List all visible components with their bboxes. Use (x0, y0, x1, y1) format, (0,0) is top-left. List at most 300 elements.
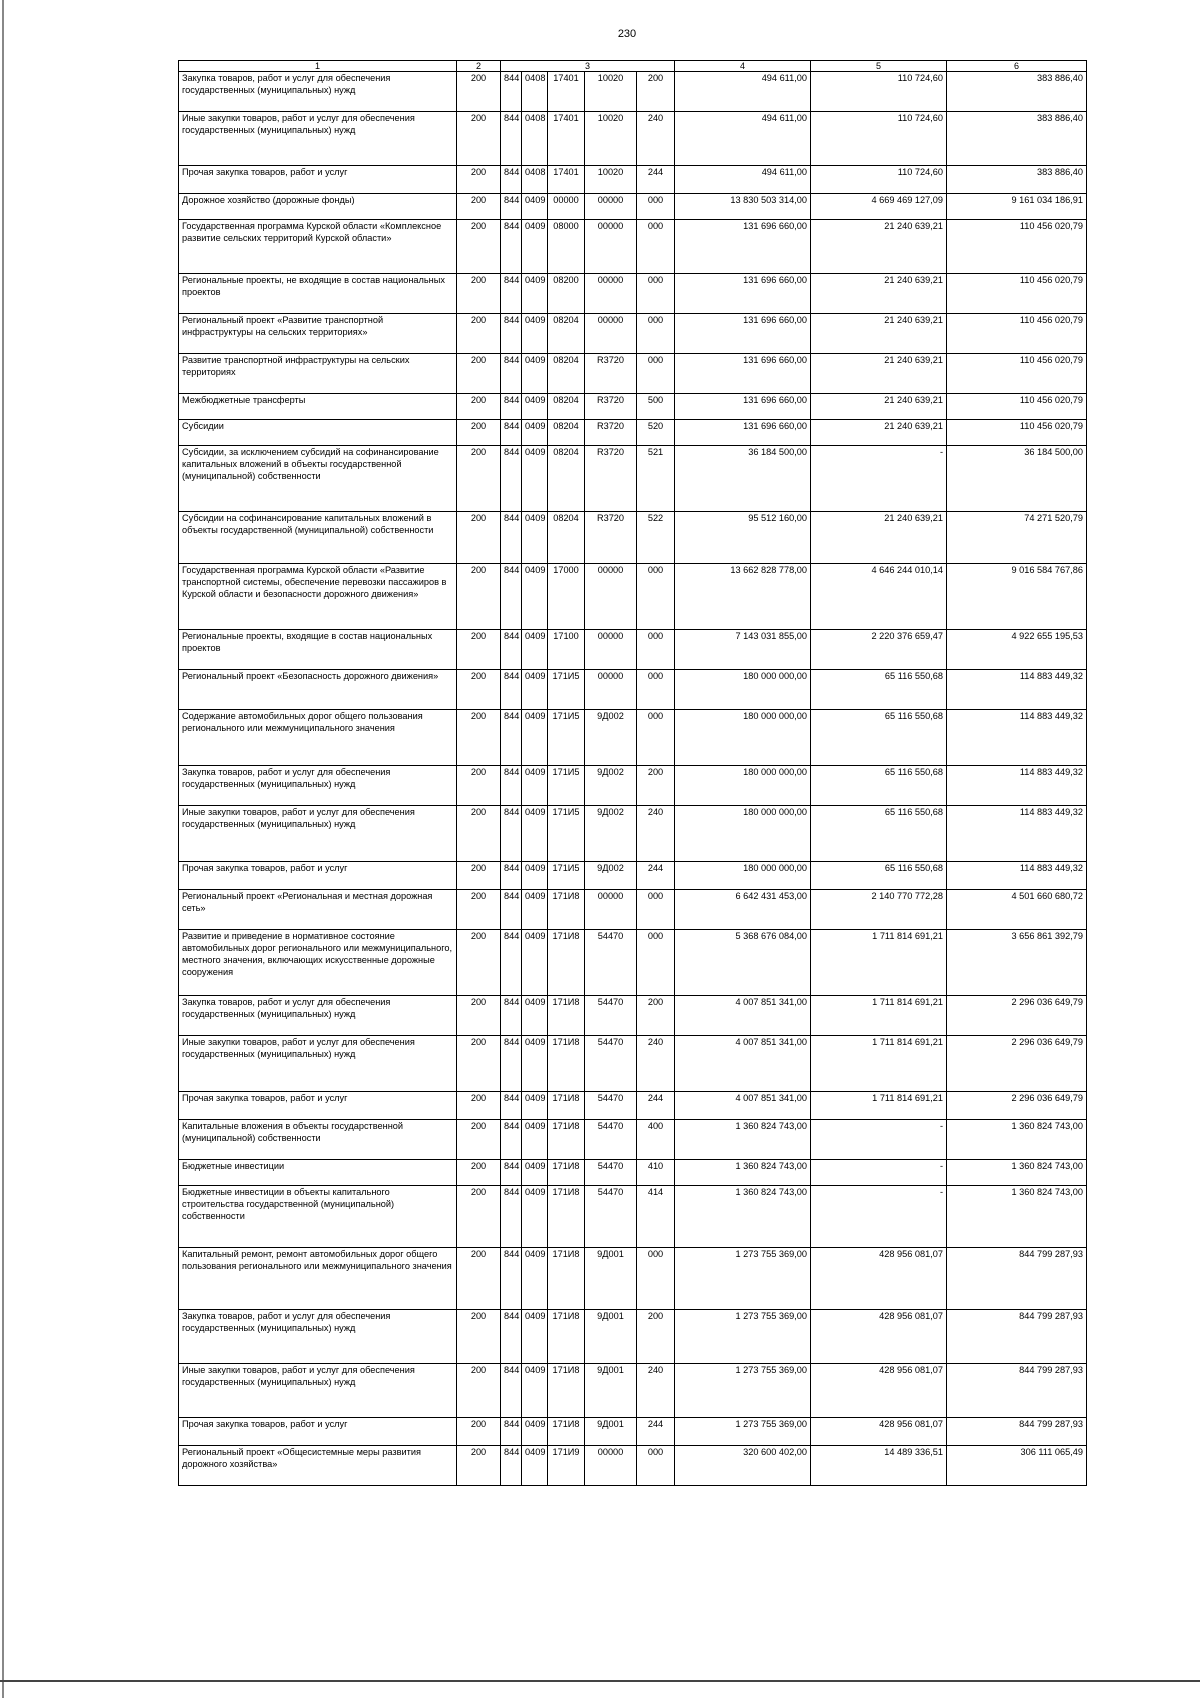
row-name-cell: Прочая закупка товаров, работ и услуг (179, 862, 457, 890)
amount-cell: 131 696 660,00 (675, 354, 811, 394)
code-cell: 08204 (548, 354, 585, 394)
table-row (179, 1248, 1087, 1310)
amount-cell: 180 000 000,00 (675, 710, 811, 766)
amount-cell: 131 696 660,00 (675, 420, 811, 446)
code-cell: 171И8 (548, 1364, 585, 1418)
code-cell: 00000 (585, 1446, 637, 1486)
code-cell: 000 (637, 1248, 675, 1310)
code-cell: R3720 (585, 354, 637, 394)
code-cell: 0409 (522, 1364, 548, 1418)
code-cell: 200 (457, 1092, 501, 1120)
code-cell: 0409 (522, 1186, 548, 1248)
scan-bottom-line (0, 1680, 1200, 1682)
row-name-cell: Государственная программа Курской области «Развитие транспортной системы, обеспечение перевозки пассажиров в Курской области и безопасности дорожного движения» (179, 564, 457, 630)
code-cell: 200 (457, 1364, 501, 1418)
table-row (179, 512, 1087, 564)
code-cell: 200 (457, 1446, 501, 1486)
code-cell: 844 (501, 512, 522, 564)
code-cell: R3720 (585, 394, 637, 420)
amount-cell: 383 886,40 (947, 72, 1087, 112)
code-cell: 00000 (585, 890, 637, 930)
code-cell: 200 (457, 512, 501, 564)
code-cell: 844 (501, 1364, 522, 1418)
amount-cell: 131 696 660,00 (675, 394, 811, 420)
code-cell: 200 (457, 630, 501, 670)
code-cell: 171И5 (548, 670, 585, 710)
table-row (179, 72, 1087, 112)
amount-cell: 494 611,00 (675, 72, 811, 112)
amount-cell: 114 883 449,32 (947, 806, 1087, 862)
code-cell: 000 (637, 220, 675, 274)
column-header: 3 (501, 61, 675, 72)
amount-cell: 110 456 020,79 (947, 220, 1087, 274)
amount-cell: 110 724,60 (811, 166, 947, 194)
row-name-cell: Развитие транспортной инфраструктуры на сельских территориях (179, 354, 457, 394)
code-cell: 0409 (522, 220, 548, 274)
amount-cell: 114 883 449,32 (947, 862, 1087, 890)
amount-cell: 383 886,40 (947, 112, 1087, 166)
amount-cell: 1 360 824 743,00 (675, 1186, 811, 1248)
budget-table (178, 60, 1087, 1486)
row-name-cell: Субсидии на софинансирование капитальных вложений в объекты государственной (муниципальной) собственности (179, 512, 457, 564)
code-cell: 844 (501, 890, 522, 930)
code-cell: 000 (637, 890, 675, 930)
code-cell: 844 (501, 274, 522, 314)
code-cell: 0409 (522, 862, 548, 890)
amount-cell: 110 456 020,79 (947, 354, 1087, 394)
code-cell: 410 (637, 1160, 675, 1186)
amount-cell: 180 000 000,00 (675, 766, 811, 806)
amount-cell: 14 489 336,51 (811, 1446, 947, 1486)
code-cell: 244 (637, 1418, 675, 1446)
amount-cell: 1 360 824 743,00 (947, 1160, 1087, 1186)
row-name-cell: Государственная программа Курской области «Комплексное развитие сельских территорий Курской области» (179, 220, 457, 274)
row-name-cell: Иные закупки товаров, работ и услуг для обеспечения государственных (муниципальных) нужд (179, 112, 457, 166)
amount-cell: 2 140 770 772,28 (811, 890, 947, 930)
amount-cell: 114 883 449,32 (947, 766, 1087, 806)
code-cell: 00000 (585, 220, 637, 274)
amount-cell: 1 273 755 369,00 (675, 1248, 811, 1310)
amount-cell: 110 724,60 (811, 72, 947, 112)
row-name-cell: Региональный проект «Развитие транспортной инфраструктуры на сельских территориях» (179, 314, 457, 354)
amount-cell: 1 360 824 743,00 (675, 1120, 811, 1160)
row-name-cell: Региональный проект «Общесистемные меры развития дорожного хозяйства» (179, 1446, 457, 1486)
code-cell: 000 (637, 670, 675, 710)
code-cell: 200 (457, 766, 501, 806)
code-cell: 171И8 (548, 1186, 585, 1248)
code-cell: 844 (501, 564, 522, 630)
code-cell: 17401 (548, 72, 585, 112)
amount-cell: 110 724,60 (811, 112, 947, 166)
code-cell: 000 (637, 564, 675, 630)
code-cell: 171И8 (548, 996, 585, 1036)
amount-cell: 320 600 402,00 (675, 1446, 811, 1486)
column-header: 2 (457, 61, 501, 72)
code-cell: 844 (501, 930, 522, 996)
code-cell: 0409 (522, 1310, 548, 1364)
code-cell: 0409 (522, 806, 548, 862)
code-cell: 17401 (548, 112, 585, 166)
row-name-cell: Иные закупки товаров, работ и услуг для обеспечения государственных (муниципальных) нужд (179, 1364, 457, 1418)
code-cell: 000 (637, 630, 675, 670)
code-cell: 171И8 (548, 1092, 585, 1120)
code-cell: 171И5 (548, 766, 585, 806)
amount-cell: 6 642 431 453,00 (675, 890, 811, 930)
amount-cell: 428 956 081,07 (811, 1418, 947, 1446)
code-cell: 000 (637, 710, 675, 766)
code-cell: 200 (457, 274, 501, 314)
amount-cell: 494 611,00 (675, 112, 811, 166)
code-cell: 9Д002 (585, 806, 637, 862)
code-cell: 171И8 (548, 1120, 585, 1160)
table-row (179, 1092, 1087, 1120)
code-cell: 844 (501, 166, 522, 194)
amount-cell: 1 711 814 691,21 (811, 1092, 947, 1120)
code-cell: 9Д001 (585, 1418, 637, 1446)
amount-cell: 180 000 000,00 (675, 806, 811, 862)
scan-edge-line (2, 0, 4, 1698)
amount-cell: 494 611,00 (675, 166, 811, 194)
code-cell: 200 (457, 314, 501, 354)
code-cell: 0409 (522, 996, 548, 1036)
amount-cell: 1 360 824 743,00 (947, 1186, 1087, 1248)
code-cell: 54470 (585, 930, 637, 996)
code-cell: 200 (637, 1310, 675, 1364)
table-row (179, 862, 1087, 890)
code-cell: 171И8 (548, 1036, 585, 1092)
code-cell: 244 (637, 862, 675, 890)
code-cell: 200 (457, 72, 501, 112)
code-cell: 844 (501, 806, 522, 862)
code-cell: 0409 (522, 766, 548, 806)
code-cell: 200 (457, 806, 501, 862)
code-cell: 0408 (522, 72, 548, 112)
table-row (179, 354, 1087, 394)
amount-cell: - (811, 1160, 947, 1186)
amount-cell: 844 799 287,93 (947, 1364, 1087, 1418)
code-cell: 240 (637, 1364, 675, 1418)
row-name-cell: Межбюджетные трансферты (179, 394, 457, 420)
code-cell: 521 (637, 446, 675, 512)
code-cell: 200 (457, 194, 501, 220)
code-cell: 0409 (522, 274, 548, 314)
amount-cell: 4 007 851 341,00 (675, 1092, 811, 1120)
amount-cell: 65 116 550,68 (811, 710, 947, 766)
code-cell: 0409 (522, 670, 548, 710)
code-cell: 844 (501, 1310, 522, 1364)
code-cell: 200 (457, 1248, 501, 1310)
amount-cell: 131 696 660,00 (675, 274, 811, 314)
amount-cell: - (811, 446, 947, 512)
column-header: 1 (179, 61, 457, 72)
table-row (179, 670, 1087, 710)
amount-cell: 21 240 639,21 (811, 512, 947, 564)
column-header-row (179, 61, 1087, 72)
code-cell: 0409 (522, 314, 548, 354)
amount-cell: 4 669 469 127,09 (811, 194, 947, 220)
table-row (179, 166, 1087, 194)
code-cell: 200 (457, 710, 501, 766)
code-cell: 200 (457, 564, 501, 630)
amount-cell: 428 956 081,07 (811, 1310, 947, 1364)
amount-cell: 1 273 755 369,00 (675, 1310, 811, 1364)
amount-cell: 3 656 861 392,79 (947, 930, 1087, 996)
amount-cell: 7 143 031 855,00 (675, 630, 811, 670)
table-row (179, 1186, 1087, 1248)
amount-cell: 36 184 500,00 (675, 446, 811, 512)
code-cell: 0409 (522, 1160, 548, 1186)
code-cell: 200 (457, 446, 501, 512)
table-row (179, 890, 1087, 930)
code-cell: 10020 (585, 166, 637, 194)
amount-cell: 65 116 550,68 (811, 670, 947, 710)
code-cell: 844 (501, 630, 522, 670)
code-cell: 844 (501, 446, 522, 512)
row-name-cell: Развитие и приведение в нормативное состояние автомобильных дорог регионального или межмуниципального, местного значения, включающих искусственные дорожные сооружения (179, 930, 457, 996)
code-cell: 200 (457, 930, 501, 996)
row-name-cell: Закупка товаров, работ и услуг для обеспечения государственных (муниципальных) нужд (179, 1310, 457, 1364)
code-cell: 844 (501, 394, 522, 420)
code-cell: 10020 (585, 72, 637, 112)
code-cell: 0409 (522, 354, 548, 394)
amount-cell: 21 240 639,21 (811, 354, 947, 394)
code-cell: 171И8 (548, 1310, 585, 1364)
code-cell: 9Д002 (585, 710, 637, 766)
code-cell: 200 (457, 1160, 501, 1186)
amount-cell: 110 456 020,79 (947, 394, 1087, 420)
code-cell: 17100 (548, 630, 585, 670)
amount-cell: 180 000 000,00 (675, 670, 811, 710)
row-name-cell: Содержание автомобильных дорог общего пользования регионального или межмуниципального значения (179, 710, 457, 766)
amount-cell: 4 646 244 010,14 (811, 564, 947, 630)
code-cell: 0409 (522, 1418, 548, 1446)
code-cell: 200 (457, 166, 501, 194)
column-header: 4 (675, 61, 811, 72)
amount-cell: 180 000 000,00 (675, 862, 811, 890)
row-name-cell: Закупка товаров, работ и услуг для обеспечения государственных (муниципальных) нужд (179, 766, 457, 806)
code-cell: 171И8 (548, 1248, 585, 1310)
row-name-cell: Субсидии, за исключением субсидий на софинансирование капитальных вложений в объекты государственной (муниципальной) собственности (179, 446, 457, 512)
code-cell: 844 (501, 1418, 522, 1446)
code-cell: 844 (501, 420, 522, 446)
code-cell: 00000 (585, 670, 637, 710)
code-cell: R3720 (585, 420, 637, 446)
row-name-cell: Региональный проект «Региональная и местная дорожная сеть» (179, 890, 457, 930)
amount-cell: 9 161 034 186,91 (947, 194, 1087, 220)
code-cell: 200 (457, 420, 501, 446)
amount-cell: 131 696 660,00 (675, 220, 811, 274)
row-name-cell: Региональные проекты, не входящие в состав национальных проектов (179, 274, 457, 314)
code-cell: 0409 (522, 420, 548, 446)
code-cell: 54470 (585, 996, 637, 1036)
code-cell: 240 (637, 1036, 675, 1092)
amount-cell: 74 271 520,79 (947, 512, 1087, 564)
amount-cell: 844 799 287,93 (947, 1310, 1087, 1364)
code-cell: 08204 (548, 394, 585, 420)
amount-cell: 114 883 449,32 (947, 710, 1087, 766)
code-cell: 0408 (522, 112, 548, 166)
code-cell: 844 (501, 1186, 522, 1248)
amount-cell: 1 711 814 691,21 (811, 996, 947, 1036)
code-cell: 244 (637, 166, 675, 194)
code-cell: 844 (501, 314, 522, 354)
table-row (179, 806, 1087, 862)
row-name-cell: Прочая закупка товаров, работ и услуг (179, 1418, 457, 1446)
row-name-cell: Бюджетные инвестиции в объекты капитального строительства государственной (муниципальной) собственности (179, 1186, 457, 1248)
table-row (179, 1446, 1087, 1486)
code-cell: 244 (637, 1092, 675, 1120)
amount-cell: 21 240 639,21 (811, 314, 947, 354)
table-row (179, 1310, 1087, 1364)
amount-cell: 2 296 036 649,79 (947, 996, 1087, 1036)
table-row (179, 394, 1087, 420)
code-cell: 17000 (548, 564, 585, 630)
amount-cell: - (811, 1186, 947, 1248)
code-cell: 171И8 (548, 930, 585, 996)
row-name-cell: Капитальные вложения в объекты государственной (муниципальной) собственности (179, 1120, 457, 1160)
table-row (179, 274, 1087, 314)
amount-cell: 2 296 036 649,79 (947, 1036, 1087, 1092)
table-row (179, 112, 1087, 166)
amount-cell: 21 240 639,21 (811, 274, 947, 314)
code-cell: 200 (637, 766, 675, 806)
code-cell: 171И9 (548, 1446, 585, 1486)
code-cell: 0409 (522, 630, 548, 670)
code-cell: 10020 (585, 112, 637, 166)
code-cell: 200 (637, 996, 675, 1036)
code-cell: 200 (457, 112, 501, 166)
row-name-cell: Прочая закупка товаров, работ и услуг (179, 1092, 457, 1120)
code-cell: 9Д001 (585, 1248, 637, 1310)
code-cell: 844 (501, 710, 522, 766)
code-cell: 0409 (522, 446, 548, 512)
code-cell: 08204 (548, 420, 585, 446)
amount-cell: 21 240 639,21 (811, 220, 947, 274)
code-cell: 844 (501, 1160, 522, 1186)
code-cell: R3720 (585, 512, 637, 564)
code-cell: 0409 (522, 512, 548, 564)
code-cell: 0409 (522, 394, 548, 420)
amount-cell: 1 711 814 691,21 (811, 930, 947, 996)
row-name-cell: Иные закупки товаров, работ и услуг для обеспечения государственных (муниципальных) нужд (179, 1036, 457, 1092)
code-cell: 520 (637, 420, 675, 446)
code-cell: 844 (501, 1036, 522, 1092)
code-cell: 171И8 (548, 1418, 585, 1446)
code-cell: 0409 (522, 1092, 548, 1120)
amount-cell: 21 240 639,21 (811, 394, 947, 420)
code-cell: 844 (501, 1120, 522, 1160)
amount-cell: 4 922 655 195,53 (947, 630, 1087, 670)
code-cell: 9Д002 (585, 862, 637, 890)
code-cell: 844 (501, 766, 522, 806)
table-row (179, 314, 1087, 354)
code-cell: 0409 (522, 930, 548, 996)
code-cell: 00000 (585, 194, 637, 220)
code-cell: 08204 (548, 314, 585, 354)
code-cell: 844 (501, 996, 522, 1036)
code-cell: 54470 (585, 1186, 637, 1248)
table-row (179, 1036, 1087, 1092)
amount-cell: 13 830 503 314,00 (675, 194, 811, 220)
row-name-cell: Закупка товаров, работ и услуг для обеспечения государственных (муниципальных) нужд (179, 72, 457, 112)
code-cell: 171И8 (548, 890, 585, 930)
table-body (179, 72, 1087, 1486)
code-cell: 240 (637, 112, 675, 166)
column-header: 6 (947, 61, 1087, 72)
table-row (179, 930, 1087, 996)
amount-cell: 1 273 755 369,00 (675, 1418, 811, 1446)
amount-cell: - (811, 1120, 947, 1160)
row-name-cell: Субсидии (179, 420, 457, 446)
amount-cell: 5 368 676 084,00 (675, 930, 811, 996)
table-row (179, 1364, 1087, 1418)
code-cell: 0409 (522, 710, 548, 766)
code-cell: 171И5 (548, 710, 585, 766)
code-cell: 171И5 (548, 806, 585, 862)
amount-cell: 4 007 851 341,00 (675, 996, 811, 1036)
code-cell: 844 (501, 112, 522, 166)
code-cell: 08000 (548, 220, 585, 274)
row-name-cell: Закупка товаров, работ и услуг для обеспечения государственных (муниципальных) нужд (179, 996, 457, 1036)
row-name-cell: Бюджетные инвестиции (179, 1160, 457, 1186)
row-name-cell: Прочая закупка товаров, работ и услуг (179, 166, 457, 194)
table-row (179, 220, 1087, 274)
amount-cell: 114 883 449,32 (947, 670, 1087, 710)
amount-cell: 844 799 287,93 (947, 1418, 1087, 1446)
code-cell: 9Д001 (585, 1364, 637, 1418)
code-cell: 200 (457, 1036, 501, 1092)
code-cell: 844 (501, 1092, 522, 1120)
row-name-cell: Региональный проект «Безопасность дорожного движения» (179, 670, 457, 710)
code-cell: 844 (501, 354, 522, 394)
row-name-cell: Региональные проекты, входящие в состав национальных проектов (179, 630, 457, 670)
code-cell: 200 (457, 1186, 501, 1248)
amount-cell: 1 360 824 743,00 (675, 1160, 811, 1186)
code-cell: 200 (457, 394, 501, 420)
code-cell: 9Д001 (585, 1310, 637, 1364)
code-cell: 200 (457, 220, 501, 274)
amount-cell: 110 456 020,79 (947, 420, 1087, 446)
code-cell: 54470 (585, 1036, 637, 1092)
amount-cell: 13 662 828 778,00 (675, 564, 811, 630)
amount-cell: 844 799 287,93 (947, 1248, 1087, 1310)
code-cell: 0409 (522, 194, 548, 220)
code-cell: 00000 (585, 314, 637, 354)
code-cell: 00000 (548, 194, 585, 220)
code-cell: 0408 (522, 166, 548, 194)
code-cell: 400 (637, 1120, 675, 1160)
code-cell: 844 (501, 862, 522, 890)
code-cell: 000 (637, 354, 675, 394)
amount-cell: 383 886,40 (947, 166, 1087, 194)
code-cell: 08204 (548, 446, 585, 512)
table-row (179, 194, 1087, 220)
code-cell: 844 (501, 72, 522, 112)
amount-cell: 1 360 824 743,00 (947, 1120, 1087, 1160)
code-cell: 200 (457, 890, 501, 930)
code-cell: R3720 (585, 446, 637, 512)
code-cell: 000 (637, 194, 675, 220)
code-cell: 171И5 (548, 862, 585, 890)
amount-cell: 131 696 660,00 (675, 314, 811, 354)
amount-cell: 110 456 020,79 (947, 274, 1087, 314)
code-cell: 0409 (522, 1120, 548, 1160)
code-cell: 844 (501, 1446, 522, 1486)
code-cell: 414 (637, 1186, 675, 1248)
code-cell: 0409 (522, 564, 548, 630)
code-cell: 00000 (585, 630, 637, 670)
code-cell: 500 (637, 394, 675, 420)
